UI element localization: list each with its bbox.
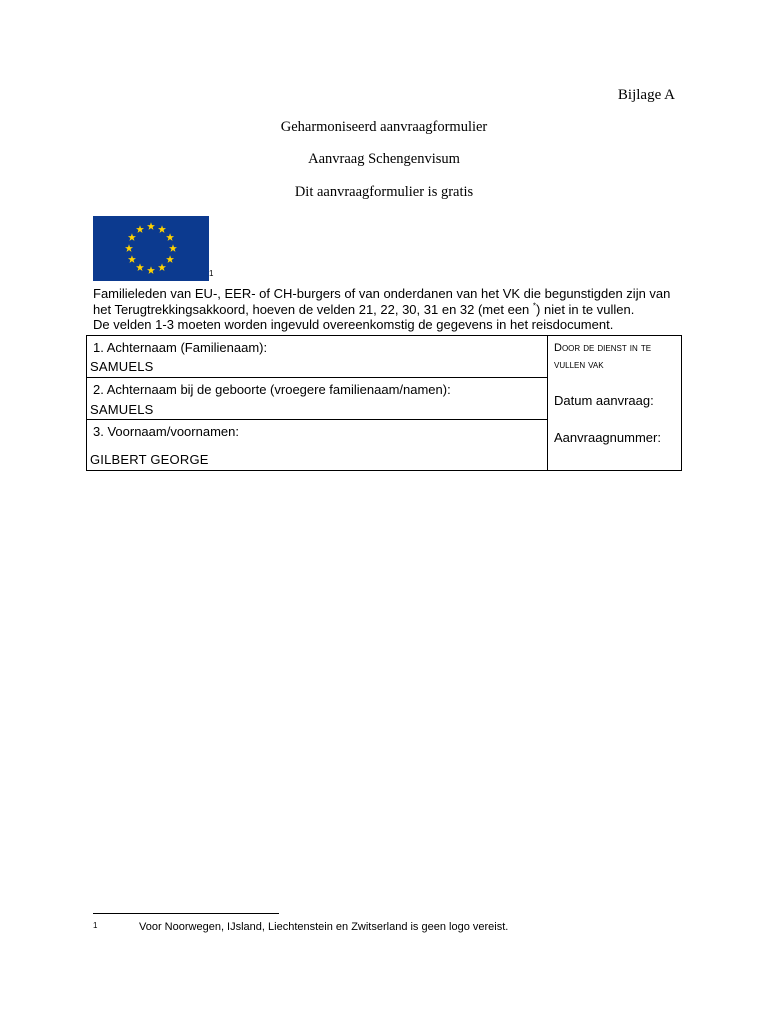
notice-line1-end: ) niet in te vullen.	[536, 301, 635, 317]
field-surname-value[interactable]: SAMUELS	[90, 359, 154, 374]
form-table	[86, 335, 682, 471]
field-birth-surname-value[interactable]: SAMUELS	[90, 402, 154, 417]
flag-footnote-mark: 1	[209, 269, 214, 278]
field-birth-surname-label: 2. Achternaam bij de geboorte (vroegere familienaam/namen):	[93, 382, 451, 397]
footnote-text: Voor Noorwegen, IJsland, Liechtenstein en Zwitserland is geen logo vereist.	[139, 921, 509, 933]
field-birth-surname[interactable]	[87, 378, 547, 420]
notice-text	[93, 286, 683, 333]
field-first-names-value[interactable]: GILBERT GEORGE	[90, 452, 209, 467]
office-date-label: Datum aanvraag:	[554, 393, 654, 408]
free-note: Dit aanvraagformulier is gratis	[294, 184, 474, 200]
office-use-box	[547, 336, 682, 470]
field-first-names[interactable]	[87, 420, 547, 470]
field-first-names-label: 3. Voornaam/voornamen:	[93, 424, 239, 439]
notice-line1: Familieleden van EU-, EER- of CH-burgers of van onderdanen van het VK die begunstigden zijn van het Terugtrekkingsakkoord, hoeven de velden 21, 22, 30, 31 en 32 (met een	[93, 286, 671, 317]
footnote-mark: 1	[93, 921, 98, 930]
notice-asterisk: *	[532, 301, 537, 311]
form-subtitle: Aanvraag Schengenvisum	[308, 151, 460, 167]
annex-label: Bijlage A	[617, 87, 675, 103]
field-surname[interactable]	[87, 336, 547, 378]
footnote-divider	[93, 913, 279, 914]
form-title: Geharmoniseerd aanvraagformulier	[280, 119, 488, 135]
office-use-title: Door de dienst in te vullen vak	[554, 342, 652, 371]
eu-flag-icon	[93, 216, 209, 281]
field-surname-label: 1. Achternaam (Familienaam):	[93, 340, 268, 355]
notice-line2: De velden 1-3 moeten worden ingevuld overeenkomstig de gegevens in het reisdocument.	[93, 317, 614, 332]
office-number-label: Aanvraagnummer:	[554, 430, 661, 445]
